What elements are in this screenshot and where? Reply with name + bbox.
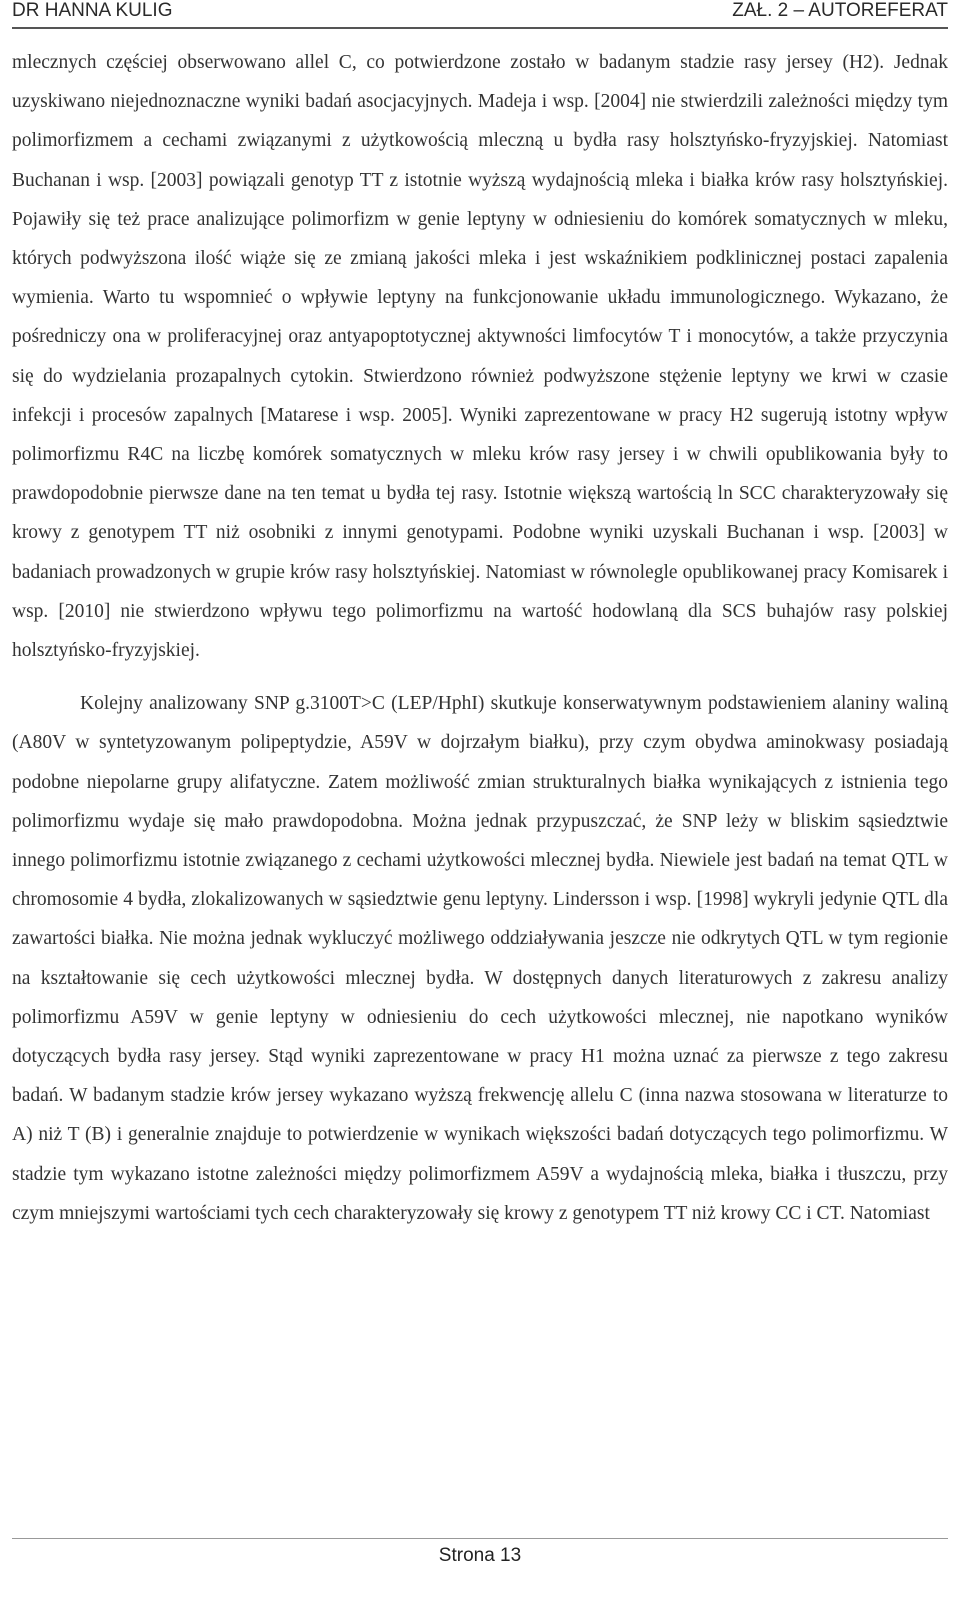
header-author: DR HANNA KULIG [12, 0, 173, 21]
page-header [12, 0, 948, 26]
header-divider [12, 27, 948, 29]
paragraph-2: Kolejny analizowany SNP g.3100T>C (LEP/HphI) skutkuje konserwatywnym podstawieniem alaniny waliną (A80V w syntetyzowanym polipeptydzie, A59V w dojrzałym białku), przy czym obydwa aminokwasy posiadają podobne niepolarne grupy alifatyczne. Zatem możliwość zmian strukturalnych białka wynikających z istnienia tego polimorfizmu wydaje się mało prawdopodobna. Można jednak przypuszczać, że SNP leży w bliskim sąsiedztwie innego polimorfizmu istotnie związanego z cechami użytkowości mlecznej bydła. Niewiele jest badań na temat QTL w chromosomie 4 bydła, zlokalizowanych w sąsiedztwie genu leptyny. Lindersson i wsp. [1998] wykryli jedynie QTL dla zawartości białka. Nie można jednak wykluczyć możliwego oddziaływania jeszcze nie odkrytych QTL w tym regionie na kształtowanie się cech użytkowości mlecznej bydła. W dostępnych danych literaturowych z zakresu analizy polimorfizmu A59V w genie leptyny w odniesieniu do cech użytkowości mlecznej, nie napotkano wyników dotyczących bydła rasy jersey. Stąd wyniki zaprezentowane w pracy H1 można uznać za pierwsze z tego zakresu badań. W badanym stadzie krów jersey wykazano wyższą frekwencję allelu C (inna nazwa stosowana w literaturze to A) niż T (B) i generalnie znajduje to potwierdzenie w wynikach większości badań dotyczących tego polimorfizmu. W stadzie tym wykazano istotne zależności między polimorfizmem A59V a wydajnością mleka, białka i tłuszczu, przy czym mniejszymi wartościami tych cech charakteryzowały się krowy z genotypem TT niż krowy CC i CT. Natomiast [12, 693, 948, 1224]
paragraph-1: mlecznych częściej obserwowano allel C, co potwierdzone zostało w badanym stadzie rasy jersey (H2). Jednak uzyskiwano niejednoznaczne wyniki badań asocjacyjnych. Madeja i wsp. [2004] nie stwierdzili zależności między tym polimorfizmem a cechami związanymi z użytkowością mleczną u bydła rasy holsztyńsko-fryzyjskiej. Natomiast Buchanan i wsp. [2003] powiązali genotyp TT z istotnie wyższą wydajnością mleka i białka krów rasy holsztyńskiej. Pojawiły się też prace analizujące polimorfizm w genie leptyny w odniesieniu do komórek somatycznych w mleku, których podwyższona ilość wiąże się ze zmianą jakości mleka i jest wskaźnikiem podklinicznej postaci zapalenia wymienia. Warto tu wspomnieć o wpływie leptyny na funkcjonowanie układu immunologicznego. Wykazano, że pośredniczy ona w proliferacyjnej oraz antyapoptotycznej aktywności limfocytów T i monocytów, a także przyczynia się do wydzielania prozapalnych cytokin. Stwierdzono również podwyższone stężenie leptyny we krwi w czasie infekcji i procesów zapalnych [Matarese i wsp. 2005]. Wyniki zaprezentowane w pracy H2 sugerują istotny wpływ polimorfizmu R4C na liczbę komórek somatycznych w mleku krów rasy jersey i w chwili opublikowania były to prawdopodobnie pierwsze dane na ten temat u bydła tej rasy. Istotnie większą wartością ln SCC charakteryzowały się krowy z genotypem TT niż osobniki z innymi genotypami. Podobne wyniki uzyskali Buchanan i wsp. [2003] w badaniach prowadzonych w grupie krów rasy holsztyńskiej. Natomiast w równolegle opublikowanej pracy Komisarek i wsp. [2010] nie stwierdzono wpływu tego polimorfizmu na wartość hodowlaną dla SCS buhajów rasy polskiej holsztyńsko-fryzyjskiej. [12, 52, 948, 662]
document-body [12, 43, 948, 1233]
footer-divider [12, 1538, 948, 1539]
page-number: Strona 13 [438, 1545, 522, 1566]
header-section: ZAŁ. 2 – AUTOREFERAT [732, 0, 948, 21]
